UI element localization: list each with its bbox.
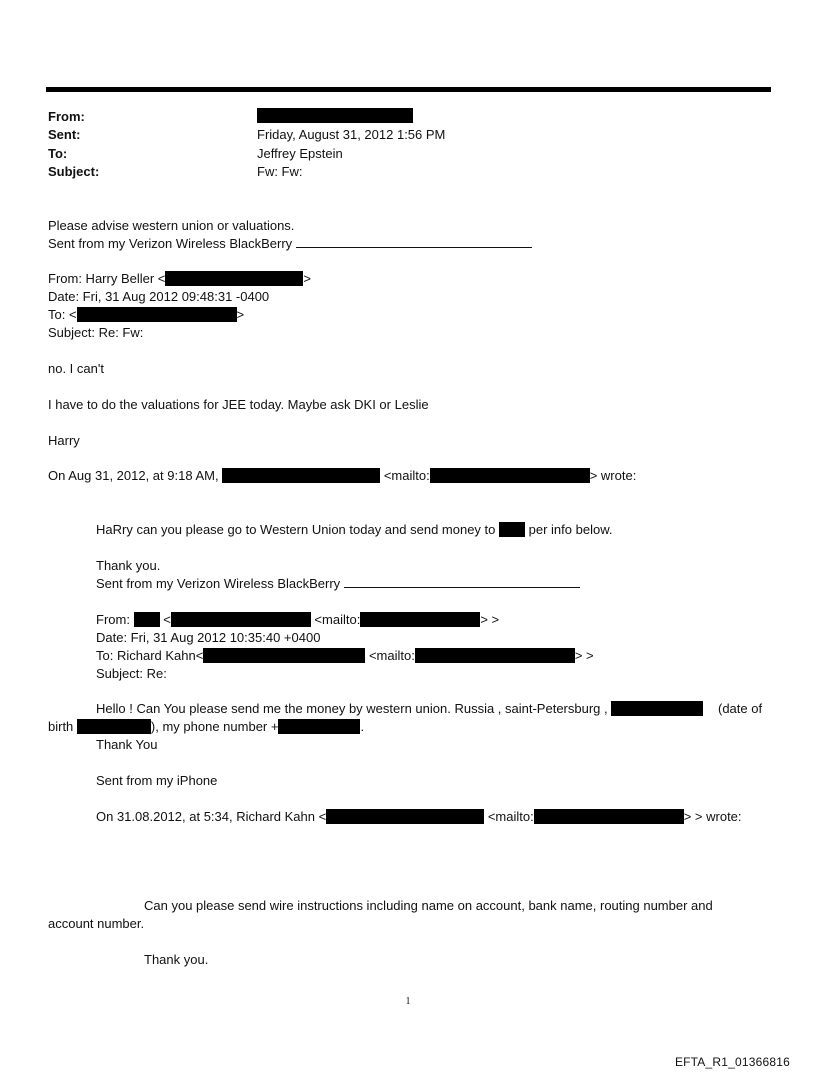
redacted-name: [499, 522, 525, 537]
sent-label: Sent:: [48, 127, 81, 142]
harry-please-line: [96, 522, 612, 538]
sent-value: Friday, August 31, 2012 1:56 PM: [257, 127, 446, 142]
separator-line: [296, 236, 532, 248]
birth-line: birth ), my phone number + .: [48, 719, 365, 734]
per-info-text: per info below.: [528, 522, 613, 537]
subject-value: Fw: Fw:: [257, 164, 303, 179]
hello-line: [96, 701, 703, 717]
advise-line: Please advise western union or valuations.: [48, 218, 295, 233]
redacted-email: [165, 271, 303, 286]
redacted-name: [611, 701, 703, 716]
wire-line: Can you please send wire instructions including name on account, bank name, routing number and: [144, 898, 713, 913]
wrote-text: > wrote:: [589, 468, 637, 483]
account-number-line: account number.: [48, 916, 145, 931]
subject-label: Subject:: [48, 164, 100, 179]
valuations-line: I have to do the valuations for JEE today. Maybe ask DKI or Leslie: [48, 397, 429, 412]
to-value: Jeffrey Epstein: [257, 146, 343, 161]
blackberry-line-2: [96, 576, 580, 592]
on-31-text: On 31.08.2012, at 5:34, Richard Kahn <: [96, 809, 327, 824]
fwd2-subject: Subject: Re:: [96, 666, 167, 681]
phone-text: ), my phone number +: [150, 719, 279, 734]
page-number: 1: [405, 996, 411, 1007]
redacted-name: [134, 612, 160, 627]
harry-signature: Harry: [48, 433, 80, 448]
on-31-line: [96, 809, 742, 825]
fwd1-from-text: From: Harry Beller <: [48, 271, 166, 286]
thank-you-line: Thank you.: [96, 558, 161, 573]
harry-please-text: HaRry can you please go to Western Union today and send money to: [96, 522, 496, 537]
fwd2-to: To: Richard Kahn< <mailto: > >: [96, 648, 594, 663]
mailto-text: <mailto:: [314, 612, 361, 627]
blackberry-line-1: [48, 236, 532, 252]
redacted-dob: [77, 719, 151, 734]
mailto-text: <mailto:: [368, 648, 415, 663]
fwd2-from: From: < <mailto: > >: [96, 612, 500, 627]
fwd1-to-text: To: <: [48, 307, 77, 322]
birth-text: birth: [48, 719, 74, 734]
sent-iphone-line: Sent from my iPhone: [96, 773, 218, 788]
wrote2-text: > > wrote:: [683, 809, 742, 824]
fwd1-from: From: Harry Beller < >: [48, 271, 311, 286]
hello-text: Hello ! Can You please send me the money by western union. Russia , saint-Petersburg ,: [96, 701, 608, 716]
redacted-email: [77, 307, 237, 322]
blackberry-text: Sent from my Verizon Wireless BlackBerry: [48, 236, 293, 251]
fwd2-from-text: From:: [96, 612, 130, 627]
redacted-sender: [257, 108, 413, 123]
redacted-phone: [278, 719, 360, 734]
redacted-email: [326, 809, 484, 824]
from-label: From:: [48, 109, 85, 124]
redacted-email: [360, 612, 480, 627]
header-rule: [46, 87, 771, 92]
mailto-text: <mailto:: [487, 809, 534, 824]
document-id: EFTA_R1_01366816: [674, 1055, 790, 1069]
thank-you-cap-line: Thank You: [96, 737, 158, 752]
redacted-email: [534, 809, 684, 824]
no-cant-line: no. I can't: [48, 361, 104, 376]
redacted-email: [415, 648, 575, 663]
blackberry-text: Sent from my Verizon Wireless BlackBerry: [96, 576, 341, 591]
fwd1-date: Date: Fri, 31 Aug 2012 09:48:31 -0400: [48, 289, 270, 304]
on-aug-line: [48, 468, 636, 484]
redacted-email: [430, 468, 590, 483]
fwd2-date: Date: Fri, 31 Aug 2012 10:35:40 +0400: [96, 630, 321, 645]
fwd2-to-text: To: Richard Kahn<: [96, 648, 204, 663]
fwd1-to: To: < >: [48, 307, 245, 322]
redacted-email: [203, 648, 365, 663]
redacted-name: [222, 468, 380, 483]
to-label: To:: [48, 146, 68, 161]
fwd1-subject: Subject: Re: Fw:: [48, 325, 144, 340]
date-of-text: (date of: [718, 701, 763, 716]
on-aug-text: On Aug 31, 2012, at 9:18 AM,: [48, 468, 219, 483]
mailto-text: <mailto:: [383, 468, 430, 483]
separator-line: [344, 576, 580, 588]
redacted-email: [171, 612, 311, 627]
thank-you-end-line: Thank you.: [144, 952, 209, 967]
